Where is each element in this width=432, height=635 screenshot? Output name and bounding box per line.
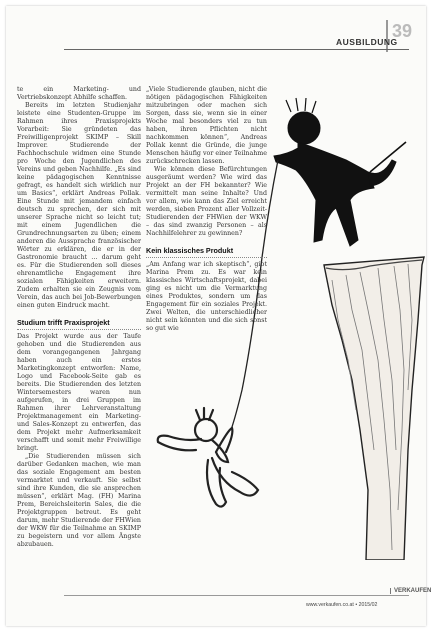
footer-issue: 2015/02: [358, 602, 378, 608]
section-title: AUSBILDUNG: [336, 37, 398, 47]
footer-rule: [64, 595, 409, 596]
falling-figure: [158, 408, 258, 507]
paragraph: Wie können diese Befürchtungen ausgeräumt werden? Wie wird das Projekt an der FH bekannter? Wie vermittelt man seine Inhalte? Und vor allem, wie kann das Ziel erreicht werden, sieben Prozent aller Vollzeit-Studierenden der FHWien der WKW – das sind zwanzig Personen – als Nachhilfelehrer zu gewinnen?: [146, 166, 267, 237]
subheading: Kein klassisches Produkt: [146, 247, 267, 258]
page-number: 39: [392, 21, 413, 41]
paragraph: te ein Marketing- und Vertriebskonzept Abhilfe schaffen.: [17, 86, 141, 101]
paragraph: „Viele Studierende glauben, nicht die nötigen pädagogischen Fähigkeiten mitzubringen oder machen sich Sorgen, dass sie, wenn sie in einer Woche mal besonders viel zu tun haben, ihren Pflichten nicht nachkommen können“, Andreas Pollak kennt die Gründe, die junge Menschen häufig vor einer Teilnahme zurückschrecken lassen.: [146, 86, 267, 165]
footer-url: www.verkaufen.co.at: [306, 602, 354, 608]
footer-magazine-tag: VERKAUFEN: [390, 588, 431, 594]
magazine-page: [6, 6, 432, 626]
header-divider: [386, 20, 388, 52]
paragraph: „Die Studierenden müssen sich darüber Gedanken machen, wie man das soziale Engagement am besten vermarktet und verkauft. Sie selbst sind ihre Kunden, die sie ansprechen müssen“, erklärt Mag. (FH) Marina Prem, Bereichsleiterin Sales, die die Projektgruppen betreut. Es geht darum, mehr Studierende der FHWien der WKW für die Teilnahme an SKIMP zu begeistern und vor allem Ängste abzubauen.: [17, 453, 141, 548]
paragraph: Das Projekt wurde aus der Taufe gehoben und die Studierenden aus dem vorangegangenen Jahrgang haben auch ein erstes Marketingkonzept entworfen: Name, Logo und Facebook-Seite gab es bereits. Die Studierenden des letzten Wintersemesters waren nun aufgerufen, in drei Gruppen im Rahmen ihrer Lehrveranstaltung Projektmanagement ein Marketing- und Sales-Konzept zu entwerfen, das dem Projekt mehr Aufmerksamkeit verschafft und somit mehr Freiwillige bringt.: [17, 333, 141, 452]
article-column-right: [146, 86, 267, 333]
footer-info: www.verkaufen.co.at • 2015/02: [306, 602, 378, 608]
subheading: Studium trifft Praxisprojekt: [17, 319, 141, 330]
cliff-shape: [324, 257, 424, 560]
standing-figure: [274, 98, 396, 246]
header-rule: [64, 49, 409, 50]
paragraph: Bereits im letzten Studienjahr leistete eine Studenten-Gruppe im Rahmen ihres Praxisprojekts Vorarbeit: Sie gründeten das Freiwilligenprojekt SKIMP – Skill Improver. Studierende der Fachhochschule widmen eine Stunde pro Woche den Jugendlichen des Vereins und geben Nachhilfe. „Es sind keine pädagogischen Kenntnisse gefragt, es handelt sich wirklich nur um Basics“, erklärt Andreas Pollak. Eine Stunde mit jemandem einfach deutsch zu sprechen, der sich mit unserer Sprache nicht so leicht tut; mit einem Jugendlichen die Grundrechnungsarten zu üben; einem anderen die Aussprache französischer Wörter zu erklären, die er in der Gastronomie braucht … darum geht es. Für die Studierenden soll dieses ehrenamtliche Engagement ihre sozialen Fähigkeiten erweitern. Zudem erhalten sie ein Zeugnis vom Verein, das auch bei Job-Bewerbungen einen guten Eindruck macht.: [17, 102, 141, 309]
article-column-left: [17, 86, 141, 549]
paragraph: „Am Anfang war ich skeptisch“, gibt Marina Prem zu. Es war kein klassisches Wirtschaftsprojekt, dabei ging es nicht um die Vermarktung eines Produktes, sondern um das Engagement für ein soziales Projekt. Zwei Welten, die unterschiedlicher nicht sein könnten und die sich sonst so gut wie: [146, 261, 267, 332]
